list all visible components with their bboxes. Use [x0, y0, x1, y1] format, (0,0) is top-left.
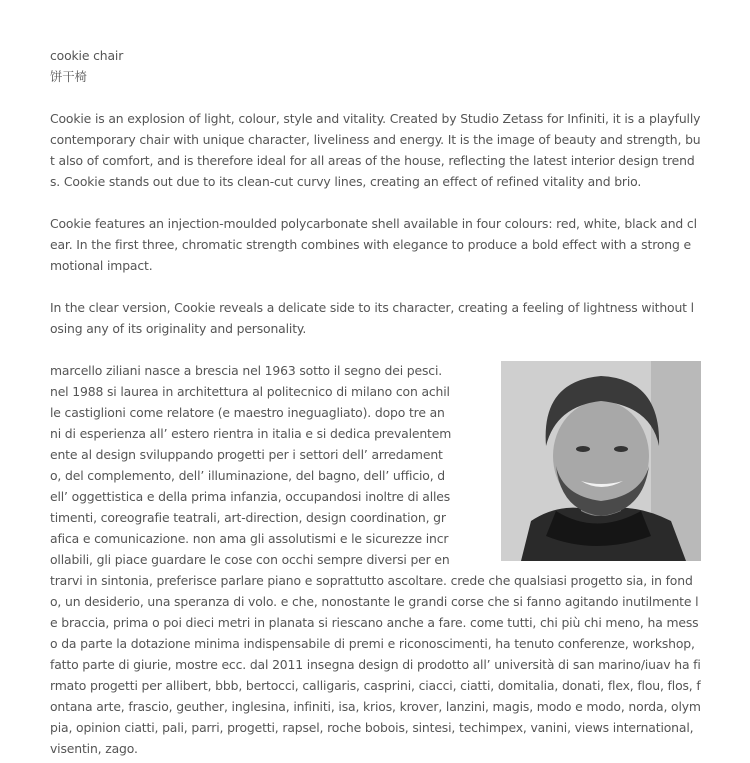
designer-biography: marcello ziliani nasce a brescia nel 1963 sotto il segno dei pesci. nel 1988 si laurea in architettura al politecnico di milano con achille castiglioni come relatore (e maestro ineguagliato). dopo tre anni di esperienza all’ estero rientra in italia e si dedica prevalentemente al design sviluppando progetti per i settori dell’ arredamento, del complemento, dell’ illuminazione, del bagno, dell’ ufficio, dell’ oggettistica e della prima infanzia, occupandosi inoltre di allestimenti, coreografie teatrali, art-direction, design coordination, grafica e comunicazione. non ama gli assolutismi e le sicurezze incrollabili, gli piace guardare le cose con occhi sempre diversi per entrarvi in sintonia, preferisce parlare piano e soprattutto ascoltare. crede che qualsiasi progetto sia, in fondo, un desiderio, una speranza di volo. e che, nonostante le grandi corse che si fanno agitando inutilmente le braccia, prima o poi dieci metri in planata si riescano anche a fare. come tutti, chi più chi meno, ha messo da parte la dotazione minima indispensabile di premi e riconoscimenti, ha tenuto conferenze, workshop, fatto parte di giurie, mostre ecc. dal 2011 insegna design di prodotto all’ università di san marino/iuav ha firmato progetti per allibert, bbb, bertocci, calligaris, casprini, ciacci, ciatti, domitalia, donati, flex, flou, flos, fontana arte, frascio, geuther, inglesina, infiniti, isa, krios, krover, lanzini, magis, modo e modo, norda, olympia, opinion ciatti, pali, parri, progetti, rapsel, roche bobois, sintesi, techimpex, vanini, views international, visentin, zago. [50, 363, 701, 756]
description-paragraph-2: Cookie features an injection-moulded polycarbonate shell available in four colours: red, white, black and clear. In the first three, chromatic strength combines with elegance to produce a bold effect with a strong emotional impact. [50, 216, 697, 273]
product-title-chinese: 饼干椅 [50, 69, 87, 84]
designer-portrait [501, 361, 701, 561]
description-paragraph-3: In the clear version, Cookie reveals a delicate side to its character, creating a feeling of lightness without losing any of its originality and personality. [50, 300, 694, 336]
description-paragraph-1: Cookie is an explosion of light, colour, style and vitality. Created by Studio Zetass for Infiniti, it is a playfully contemporary chair with unique character, liveliness and energy. It is the image of beauty and strength, but also of comfort, and is therefore ideal for all areas of the house, reflecting the latest interior design trends. Cookie stands out due to its clean-cut curvy lines, creating an effect of refined vitality and brio. [50, 111, 701, 189]
article [50, 45, 701, 759]
product-title-english: cookie chair [50, 48, 124, 63]
title-block [50, 45, 701, 87]
designer-portrait-image [501, 361, 701, 561]
